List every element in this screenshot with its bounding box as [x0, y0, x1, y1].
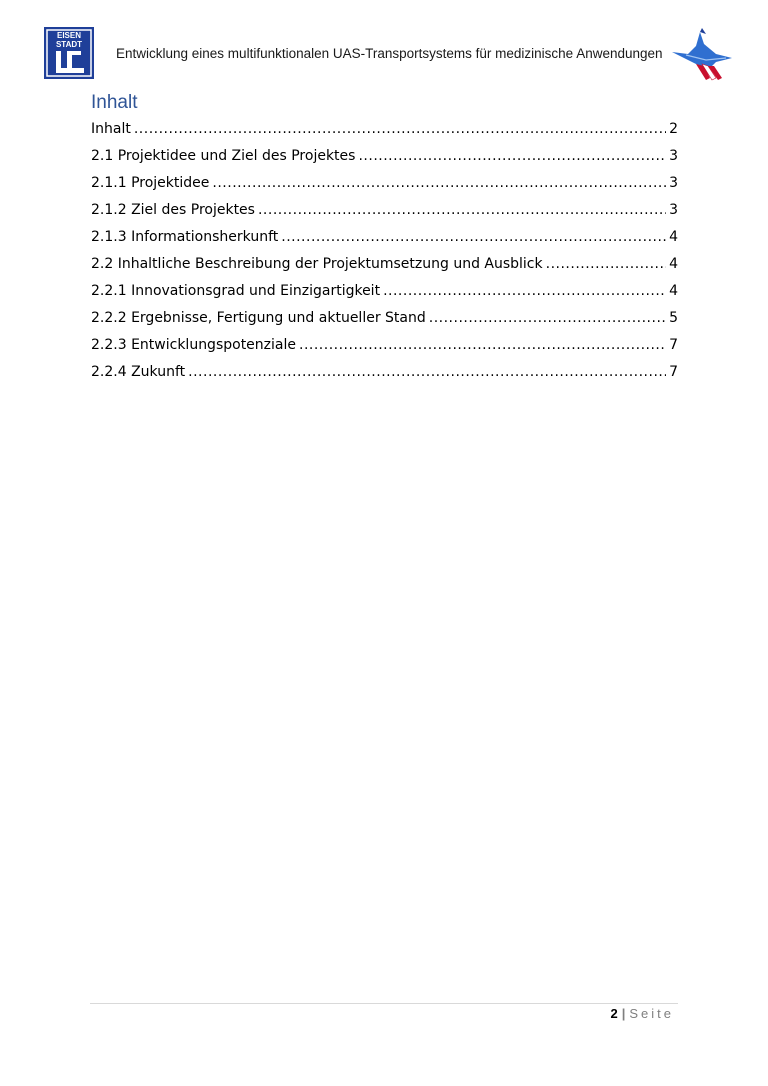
toc-entry-page[interactable]: 4: [669, 283, 678, 299]
toc-entry[interactable]: [91, 362, 678, 389]
page-header: [0, 0, 768, 90]
toc-entry-label[interactable]: 2.1.2 Ziel des Projektes: [91, 202, 255, 218]
toc-entry[interactable]: [91, 200, 678, 227]
toc-entry[interactable]: [91, 146, 678, 173]
school-logo-icon: [44, 27, 94, 79]
toc-entry-label[interactable]: Inhalt: [91, 121, 131, 137]
toc-entry-page[interactable]: 5: [669, 310, 678, 326]
toc-dot-leader: [358, 146, 666, 166]
toc-entry-page[interactable]: 3: [669, 148, 678, 164]
page-word: Seite: [629, 1006, 674, 1021]
toc-entry-page[interactable]: 7: [669, 337, 678, 353]
toc-entry-label[interactable]: 2.2.2 Ergebnisse, Fertigung und aktueller Stand: [91, 310, 426, 326]
toc-entry[interactable]: [91, 227, 678, 254]
toc-entry-page[interactable]: 3: [669, 202, 678, 218]
logo-text-bottom: STADT: [55, 40, 83, 49]
toc-dot-leader: [299, 335, 666, 355]
toc-entry-label[interactable]: 2.2.1 Innovationsgrad und Einzigartigkeit: [91, 283, 381, 299]
toc-entry[interactable]: [91, 281, 678, 308]
toc-entry[interactable]: [91, 254, 678, 281]
uas-eagle-logo-icon: [666, 24, 736, 84]
table-of-contents: [91, 119, 678, 389]
logo-text-top: EISEN: [56, 31, 82, 40]
toc-entry-label[interactable]: 2.1.1 Projektidee: [91, 175, 210, 191]
toc-entry[interactable]: [91, 335, 678, 362]
toc-entry-page[interactable]: 2: [669, 121, 678, 137]
document-title: Entwicklung eines multifunktionalen UAS-Transportsystems für medizinische Anwendungen: [116, 46, 663, 61]
toc-entry[interactable]: [91, 308, 678, 335]
toc-entry-label[interactable]: 2.2.4 Zukunft: [91, 364, 186, 380]
toc-entry[interactable]: [91, 119, 678, 146]
toc-dot-leader: [212, 173, 666, 193]
toc-entry-page[interactable]: 3: [669, 175, 678, 191]
toc-entry-label[interactable]: 2.1.3 Informationsherkunft: [91, 229, 279, 245]
footer-separator: |: [621, 1006, 626, 1021]
toc-entry-label[interactable]: 2.1 Projektidee und Ziel des Projektes: [91, 148, 356, 164]
toc-entry-label[interactable]: 2.2 Inhaltliche Beschreibung der Projektumsetzung und Ausblick: [91, 256, 543, 272]
toc-dot-leader: [429, 308, 666, 328]
toc-entry-page[interactable]: 4: [669, 229, 678, 245]
toc-dot-leader: [258, 200, 666, 220]
toc-dot-leader: [188, 362, 666, 382]
toc-dot-leader: [134, 119, 666, 139]
toc-dot-leader: [546, 254, 666, 274]
footer-divider: [90, 1003, 678, 1004]
toc-dot-leader: [383, 281, 666, 301]
toc-entry[interactable]: [91, 173, 678, 200]
toc-entry-label[interactable]: 2.2.3 Entwicklungspotenziale: [91, 337, 296, 353]
page-number: 2: [610, 1006, 618, 1021]
toc-heading: Inhalt: [91, 92, 138, 113]
toc-dot-leader: [281, 227, 666, 247]
page-footer: [610, 1006, 674, 1021]
toc-entry-page[interactable]: 4: [669, 256, 678, 272]
toc-entry-page[interactable]: 7: [669, 364, 678, 380]
